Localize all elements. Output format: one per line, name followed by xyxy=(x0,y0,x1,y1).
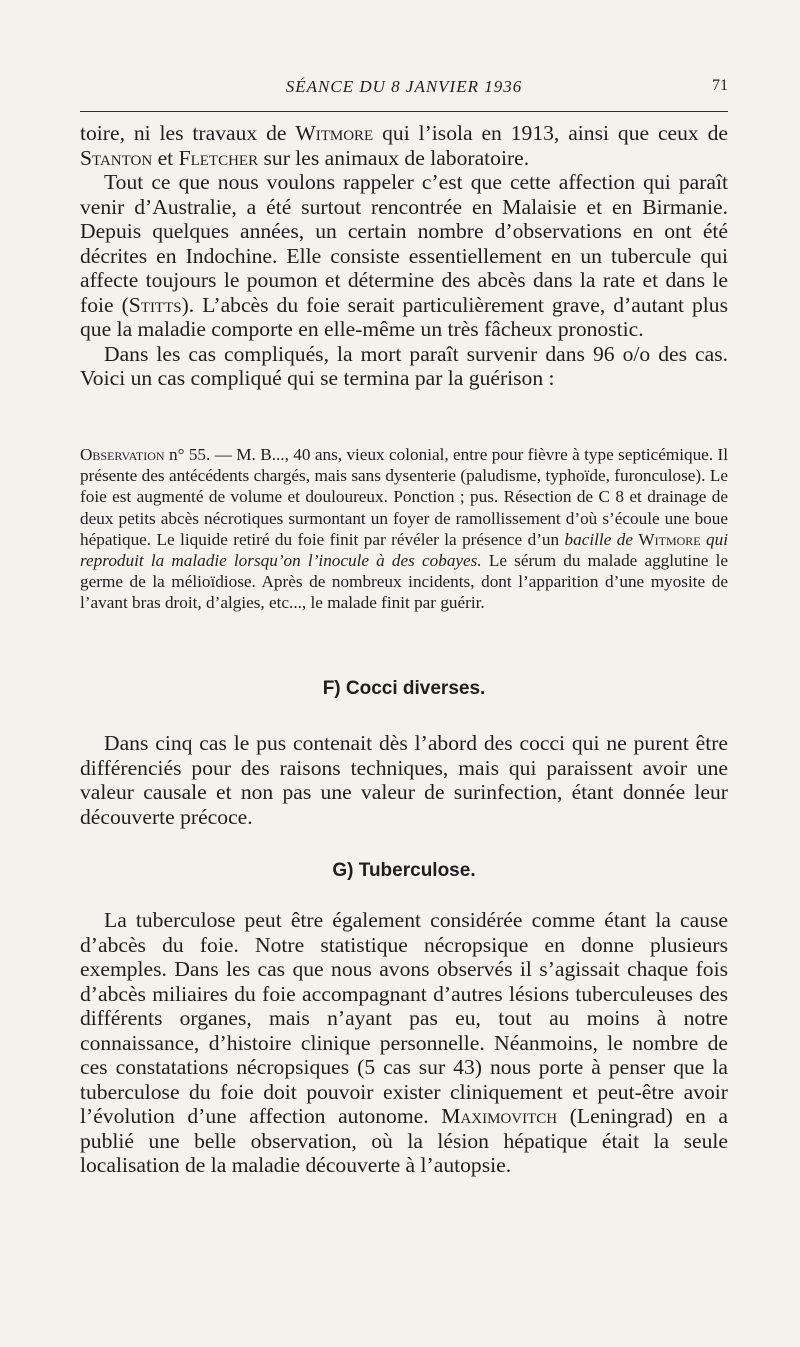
author-name: Maximovitch xyxy=(441,1104,558,1128)
page-number: 71 xyxy=(712,77,728,94)
author-name: Witmore xyxy=(638,529,701,549)
running-title: SÉANCE DU 8 JANVIER 1936 xyxy=(285,77,523,96)
author-name: Stitts xyxy=(128,292,182,317)
body-text-top xyxy=(80,121,728,391)
paragraph-continuation: toire, ni les travaux de Witmore qui l’isola en 1913, ainsi que ceux de Stanton et Fletcher sur les animaux de laboratoire. xyxy=(80,121,728,170)
observation-number: n° 55. xyxy=(168,445,211,464)
section-cocci-text xyxy=(80,731,728,829)
observation-55: Observation n° 55. — M. B..., 40 ans, vieux colonial, entre pour fièvre à type septicémique. Il présente des antécédents chargés, mais sans dysenterie (paludisme, typhoïde, furonculose). Le foie est augmenté de volume et douloureux. Ponction ; pus. Résection de C 8 et drainage de deux petits abcès nécrotiques surmontant un foyer de ramollissement d’où s’écoule une boue hépatique. Le liquide retiré du foie finit par révéler la présence d’un bacille de Witmore qui reproduit la maladie lorsqu’on l’inocule à des cobayes. Le sérum du malade agglutine le germe de la mélioïdiose. Après de nombreux incidents, dont l’apparition d’une myosite de l’avant bras droit, d’algies, etc..., le malade finit par guérir. xyxy=(80,445,728,613)
author-name: Stanton xyxy=(80,145,153,170)
running-head xyxy=(80,77,728,112)
paragraph-australia: Tout ce que nous voulons rappeler c’est que cette affection qui paraît venir d’Australie, a été surtout rencontrée en Malaisie et en Birmanie. Depuis quelques années, un certain nombre d’observations en ont été décrites en Indochine. Elle consiste essentiellement en un tubercule qui affecte toujours le poumon et détermine des abcès dans la rate et dans le foie (Stitts). L’abcès du foie serait particulièrement grave, d’autant plus que la maladie comporte en elle-même un très fâcheux pronostic. xyxy=(80,170,728,341)
section-heading-tuberculose: G) Tuberculose. xyxy=(332,860,476,881)
paragraph-tuberculose: La tuberculose peut être également considérée comme étant la cause d’abcès du foie. Notre statistique nécropsique en donne plusieurs exemples. Dans les cas que nous avons observés il s’agissait chaque fois d’abcès miliaires du foie accompagnant d’autres lésions tuberculeuses des différents organes, mais n’ayant pas eu, tout au moins à notre connaissance, d’histoire clinique personnelle. Néanmoins, le nombre de ces constatations nécropsiques (5 cas sur 43) nous porte à penser que la tuberculose du foie doit pouvoir exister cliniquement et peut-être avoir l’évolution d’une affection autonome. Maximovitch (Leningrad) en a publié une belle observation, où la lésion hépatique était la seule localisation de la maladie découverte à l’autopsie. xyxy=(80,908,729,1177)
author-name: Fletcher xyxy=(178,145,259,170)
observation-label: Observation xyxy=(80,445,165,464)
section-tuberculose-text xyxy=(80,908,728,1178)
paragraph-cocci: Dans cinq cas le pus contenait dès l’abord des cocci qui ne purent être différenciés pour des raisons techniques, mais qui paraissent avoir une valeur causale et non pas une valeur de surinfection, étant donnée leur découverte précoce. xyxy=(80,731,728,829)
section-heading-cocci: F) Cocci diverses. xyxy=(322,678,486,699)
author-name: Witmore xyxy=(295,121,374,145)
paragraph-mortality: Dans les cas compliqués, la mort paraît survenir dans 96 o/o des cas. Voici un cas compliqué qui se termina par la guérison : xyxy=(80,341,728,390)
